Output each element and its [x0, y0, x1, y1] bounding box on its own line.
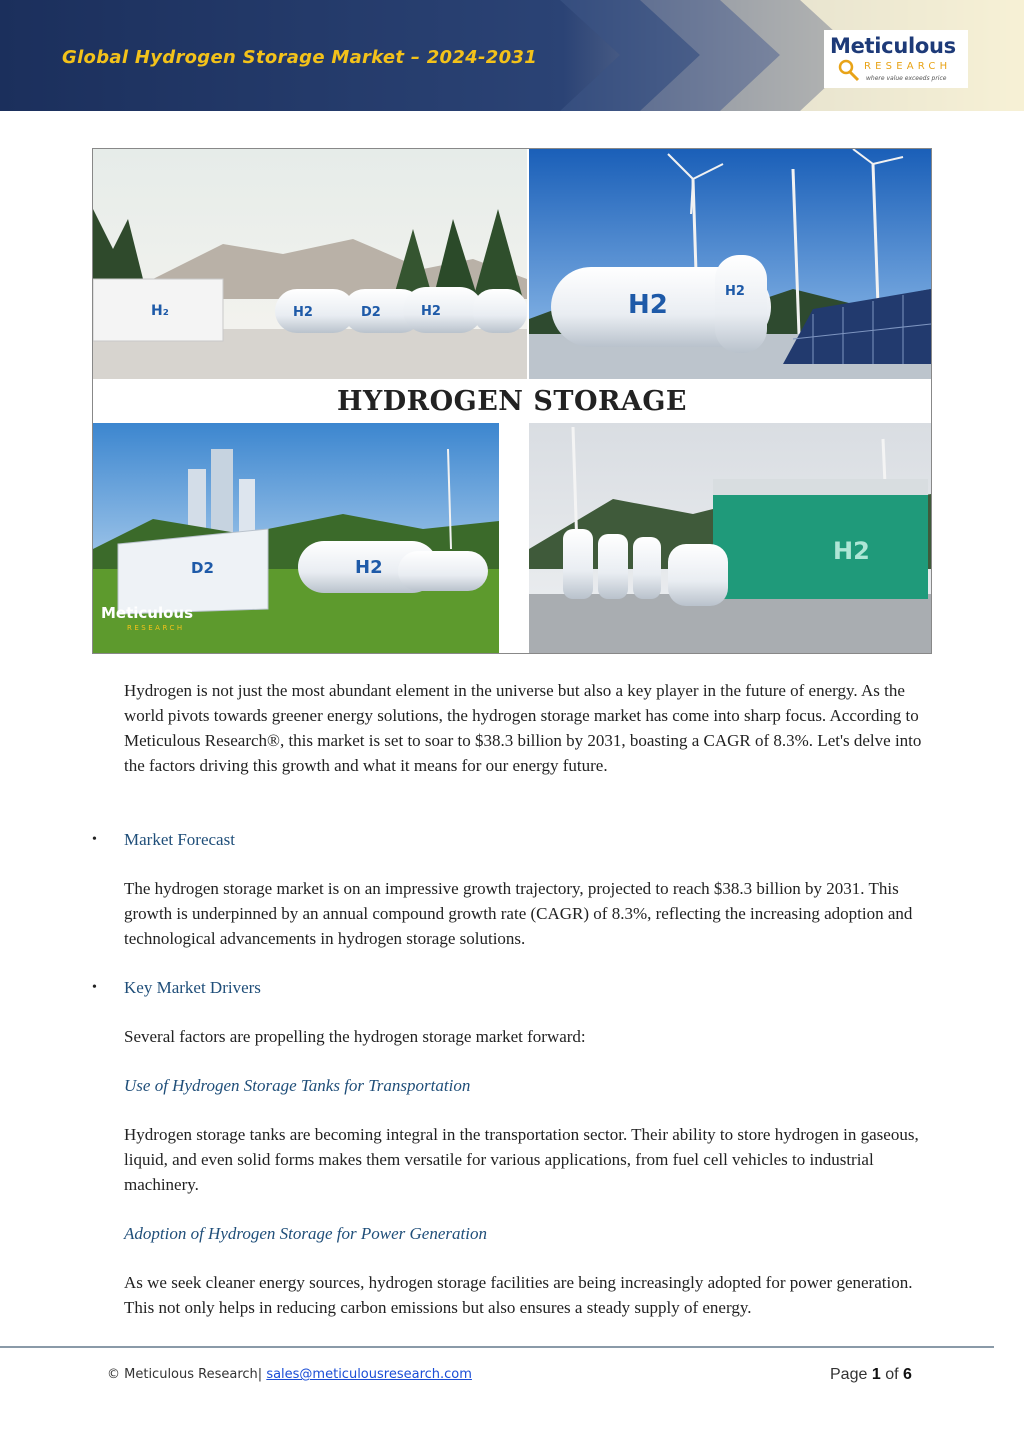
hydrogen-storage-collage: [92, 148, 932, 654]
tank-label: D2: [361, 305, 381, 320]
page-header: [0, 0, 1024, 111]
page-word: Page: [830, 1366, 868, 1383]
bullet-icon: •: [92, 980, 97, 995]
footer-copyright: [107, 1367, 472, 1382]
intro-paragraph: Hydrogen is not just the most abundant element in the universe but also a key player in the future of energy. As the world pivots towards greener energy solutions, the hydrogen storage market has come into sharp focus. According to Meticulous Research®, this market is set to soar to $38.3 billion by 2031, boasting a CAGR of 8.3%. Let's delve into the factors driving this growth and what it means for our energy future.: [124, 681, 922, 775]
page-of: of: [885, 1366, 899, 1383]
page-current: 1: [871, 1366, 881, 1383]
hero-watermark-logo: Meticulous: [101, 604, 194, 622]
tank-label: D2: [191, 559, 214, 577]
report-title: Global Hydrogen Storage Market – 2024-2031: [62, 47, 538, 68]
hero-watermark-sub: RESEARCH: [127, 624, 185, 632]
tank-label: H2: [293, 305, 313, 320]
subheading-power-generation: Adoption of Hydrogen Storage for Power Generation: [124, 1224, 487, 1243]
tank-label: H2: [355, 557, 383, 578]
tank-label: H2: [421, 304, 441, 319]
section-heading-key-drivers: Key Market Drivers: [124, 978, 261, 997]
tank-label: H2: [725, 284, 745, 299]
svg-text:H₂: H₂: [151, 303, 169, 319]
transportation-paragraph: Hydrogen storage tanks are becoming integral in the transportation sector. Their ability to store hydrogen in gaseous, liquid, and even solid forms makes them versatile for various applications, from fuel cell vehicles to industrial machinery.: [124, 1125, 919, 1194]
subheading-transportation: Use of Hydrogen Storage Tanks for Transportation: [124, 1076, 471, 1095]
tank-label: H2: [628, 290, 668, 320]
key-drivers-paragraph: Several factors are propelling the hydrogen storage market forward:: [124, 1027, 586, 1046]
page-number: [830, 1366, 912, 1384]
tank-label: H2: [833, 537, 870, 565]
power-generation-paragraph: As we seek cleaner energy sources, hydrogen storage facilities are being increasingly adopted for power generation. This not only helps in reducing carbon emissions but also ensures a steady supply of energy.: [124, 1273, 913, 1317]
page-total: 6: [902, 1366, 912, 1383]
copyright-text: © Meticulous Research|: [107, 1367, 263, 1382]
hero-caption: HYDROGEN STORAGE: [336, 386, 687, 417]
section-heading-market-forecast: Market Forecast: [124, 830, 235, 849]
email-link[interactable]: sales@meticulousresearch.com: [266, 1367, 472, 1382]
market-forecast-paragraph: The hydrogen storage market is on an impressive growth trajectory, projected to reach $38.3 billion by 2031. This growth is underpinned by an annual compound growth rate (CAGR) of 8.3%, reflecting the increasing adoption and technological advancements in hydrogen storage solutions.: [124, 879, 913, 948]
logo-wordmark: Meticulous: [830, 34, 956, 58]
bullet-icon: •: [92, 832, 97, 847]
logo-subtitle: RESEARCH: [864, 61, 952, 72]
meticulous-logo: [824, 30, 968, 88]
logo-tagline: where value exceeds price: [866, 75, 947, 82]
footer-divider: [0, 1346, 994, 1348]
